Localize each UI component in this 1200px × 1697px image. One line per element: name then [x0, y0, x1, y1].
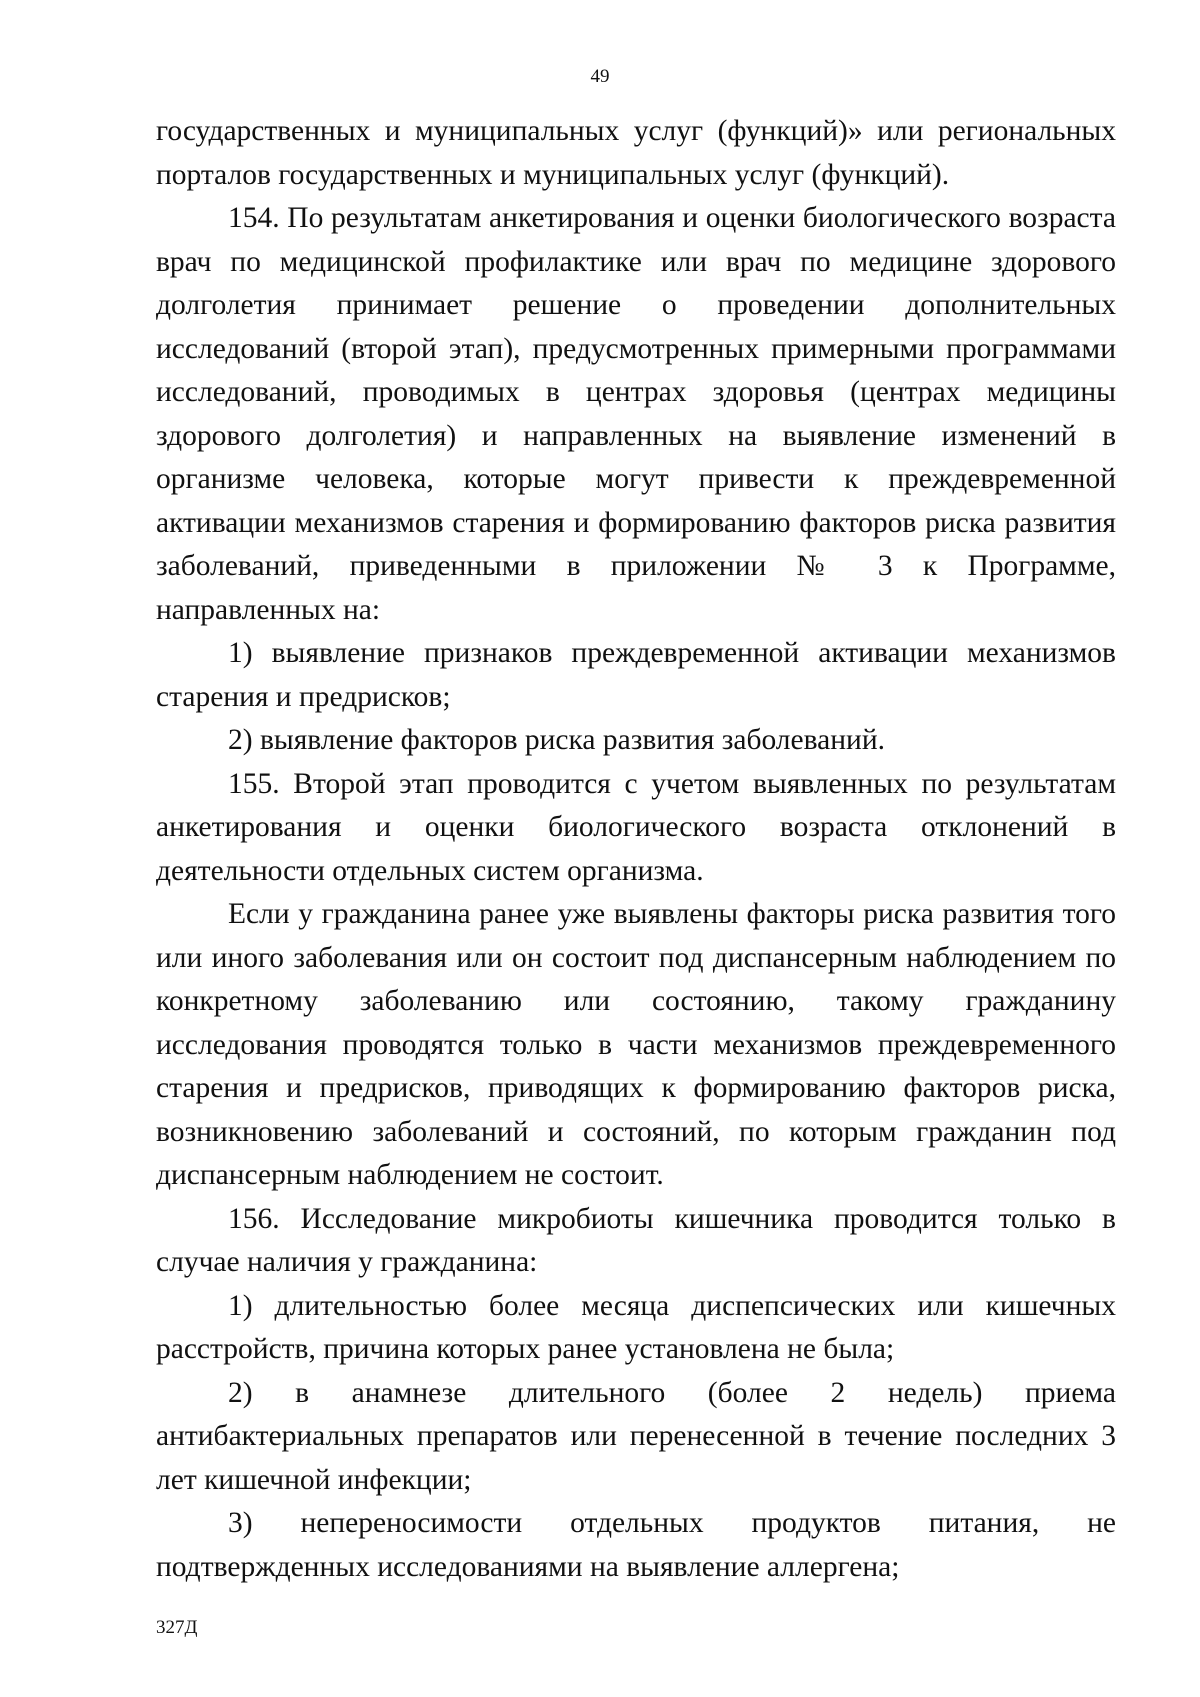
- page-number: 49: [590, 66, 610, 87]
- paragraph-155-continued: Если у гражданина ранее уже выявлены факторы риска развития того или иного заболевания или он состоит под диспансерным наблюдением по конкретному заболеванию или состоянию, такому гражданину исследования проводятся только в части механизмов преждевременного старения и предрисков, приводящих к формированию факторов риска, возникновению заболеваний и состояний, по которым гражданин под диспансерным наблюдением не состоит.: [156, 898, 1116, 1191]
- paragraph-154-item-2: 2) выявление факторов риска развития заболеваний.: [228, 724, 885, 756]
- paragraph-156-item-3: 3) непереносимости отдельных продуктов питания, не подтвержденных исследованиями на выявление аллергена;: [156, 1507, 1116, 1583]
- paragraph-155: 155. Второй этап проводится с учетом выявленных по результатам анкетирования и оценки биологического возраста отклонений в деятельности отдельных систем организма.: [156, 767, 1116, 887]
- document-code: 327Д: [156, 1617, 198, 1638]
- paragraph-continuation: государственных и муниципальных услуг (функций)» или региональных порталов государственных и муниципальных услуг (функций).: [156, 115, 1116, 191]
- paragraph-156-item-2: 2) в анамнезе длительного (более 2 недель) приема антибактериальных препаратов или перенесенной в течение последних 3 лет кишечной инфекции;: [156, 1376, 1116, 1496]
- document-body: [156, 110, 1116, 1589]
- paragraph-156-item-1: 1) длительностью более месяца диспепсических или кишечных расстройств, причина которых ранее установлена не была;: [156, 1289, 1116, 1365]
- paragraph-154-item-1: 1) выявление признаков преждевременной активации механизмов старения и предрисков;: [156, 637, 1116, 713]
- paragraph-156: 156. Исследование микробиоты кишечника проводится только в случае наличия у гражданина:: [156, 1202, 1116, 1278]
- paragraph-154: 154. По результатам анкетирования и оценки биологического возраста врач по медицинской профилактике или врач по медицине здорового долголетия принимает решение о проведении дополнительных исследований (второй этап), предусмотренных примерными программами исследований, проводимых в центрах здоровья (центрах медицины здорового долголетия) и направленных на выявление изменений в организме человека, которые могут привести к преждевременной активации механизмов старения и формированию факторов риска развития заболеваний, приведенными в приложении № 3 к Программе, направленных на:: [156, 202, 1116, 626]
